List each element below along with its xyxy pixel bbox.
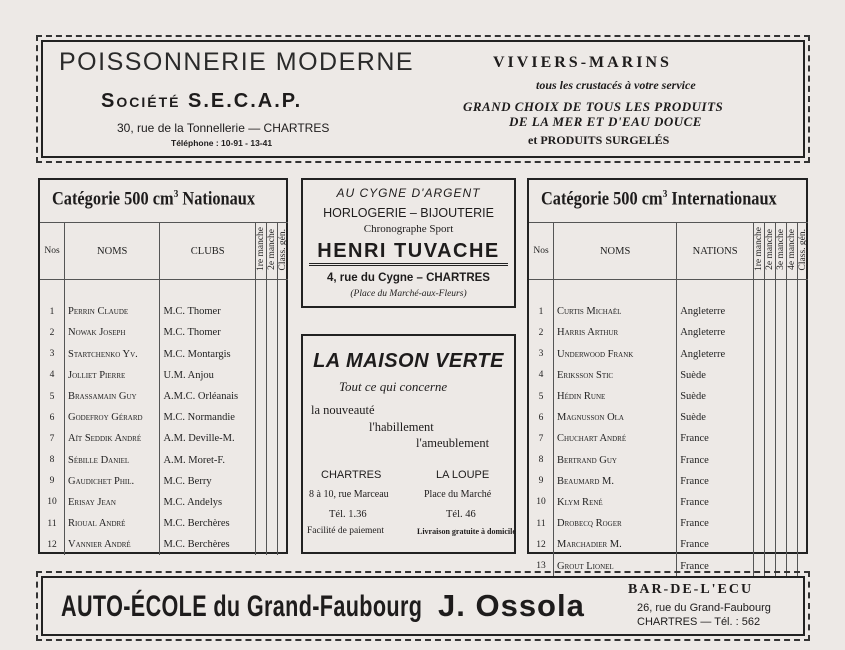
row-num: 1 <box>40 301 65 322</box>
row-club: M.C. Normandie <box>160 407 256 428</box>
shop-name: POISSONNERIE MODERNE <box>59 48 415 76</box>
table-row <box>529 301 808 322</box>
row-name: Erisay Jean <box>65 492 160 513</box>
table-row <box>529 513 808 534</box>
row-nation: Suède <box>677 365 754 386</box>
col-m4-label: 4e manche <box>787 229 797 270</box>
row-num: 12 <box>40 534 65 555</box>
row-num: 5 <box>40 386 65 407</box>
col-class-label: Class. gén. <box>798 228 808 271</box>
table-row <box>529 428 808 449</box>
table-row <box>529 471 808 492</box>
bar-name: BAR-DE-L'ECU <box>628 582 754 597</box>
table-row <box>40 322 288 343</box>
viviers-line2: DE LA MER ET D'EAU DOUCE <box>509 114 702 129</box>
table-row <box>529 344 808 365</box>
row-club: A.M. Deville-M. <box>160 428 256 449</box>
row-name: Chuchart André <box>554 428 677 449</box>
maison-l2: l'habillement <box>369 420 434 434</box>
maison-tel1: Tél. 1.36 <box>329 509 367 520</box>
row-num: 6 <box>529 407 554 428</box>
col-class <box>278 223 289 280</box>
row-name: Harris Arthur <box>554 322 677 343</box>
cygne-place: (Place du Marché-aux-Fleurs) <box>350 289 467 299</box>
row-num: 4 <box>40 365 65 386</box>
col-names: NOMS <box>554 223 677 280</box>
nationaux-title-text: Catégorie 500 cm <box>52 188 174 210</box>
row-name: Godefroy Gérard <box>65 407 160 428</box>
col-class <box>798 223 809 280</box>
table-row <box>529 365 808 386</box>
row-num: 7 <box>529 428 554 449</box>
row-nation: France <box>677 534 754 555</box>
table-row <box>40 301 288 322</box>
row-club: M.C. Thomer <box>160 301 256 322</box>
table-row <box>40 492 288 513</box>
cygne-ad <box>301 178 516 308</box>
internationaux-panel <box>527 178 808 572</box>
row-nation: France <box>677 428 754 449</box>
row-nation: France <box>677 471 754 492</box>
row-name: Grout Lionel <box>554 555 677 576</box>
row-name: Curtis Michaël <box>554 301 677 322</box>
internationaux-title-text: Catégorie 500 cm <box>541 188 663 210</box>
row-name: Vannier André <box>65 534 160 555</box>
table-row <box>529 555 808 576</box>
maison-verte-ad <box>301 334 516 554</box>
table-row <box>529 492 808 513</box>
row-name: Beaumard M. <box>554 471 677 492</box>
row-club: M.C. Andelys <box>160 492 256 513</box>
table-row <box>529 534 808 555</box>
table-row <box>40 407 288 428</box>
viviers-title: VIVIERS-MARINS <box>493 54 672 71</box>
nationaux-panel <box>38 178 288 554</box>
row-name: Klym René <box>554 492 677 513</box>
row-club: U.M. Anjou <box>160 365 256 386</box>
row-name: Gaudichet Phil. <box>65 471 160 492</box>
col-num: Nos <box>529 223 554 280</box>
row-num: 2 <box>529 322 554 343</box>
row-name: Aït Seddik André <box>65 428 160 449</box>
cygne-address: 4, rue du Cygne – CHARTRES <box>327 272 490 284</box>
nationaux-title-suffix: Nationaux <box>182 188 256 210</box>
maison-note1: Facilité de paiement <box>307 526 385 536</box>
col-num: Nos <box>40 223 65 280</box>
col-m4 <box>787 223 798 280</box>
col-m1 <box>256 223 267 280</box>
row-num: 7 <box>40 428 65 449</box>
auto-ecole-title: AUTO-ÉCOLE du Grand-Faubourg <box>61 590 423 623</box>
viviers-line1: GRAND CHOIX DE TOUS LES PRODUITS <box>463 99 724 114</box>
row-num: 3 <box>529 344 554 365</box>
row-name: Eriksson Stic <box>554 365 677 386</box>
row-name: Magnusson Ola <box>554 407 677 428</box>
col-nations: NATIONS <box>677 223 754 280</box>
row-num: 8 <box>40 450 65 471</box>
col-m2-label: 2e manche <box>765 229 775 270</box>
row-club: A.M.C. Orléanais <box>160 386 256 407</box>
row-club: M.C. Berchères <box>160 513 256 534</box>
nationaux-table <box>40 222 288 555</box>
row-name: Underwood Frank <box>554 344 677 365</box>
col-m3 <box>776 223 787 280</box>
row-nation: France <box>677 513 754 534</box>
col-m1-label: 1re manche <box>256 227 266 272</box>
cygne-owner: HENRI TUVACHE <box>309 240 508 266</box>
table-row <box>40 344 288 365</box>
row-nation: Angleterre <box>677 344 754 365</box>
row-club: A.M. Moret-F. <box>160 450 256 471</box>
row-num: 9 <box>40 471 65 492</box>
nationaux-header-row <box>40 223 288 280</box>
row-nation: Suède <box>677 407 754 428</box>
row-nation: Angleterre <box>677 301 754 322</box>
table-row <box>40 386 288 407</box>
row-num: 13 <box>529 555 554 576</box>
row-num: 11 <box>529 513 554 534</box>
maison-l3: l'ameublement <box>416 436 490 450</box>
col-class-label: Class. gén. <box>278 228 288 271</box>
viviers-line3: et PRODUITS SURGELÉS <box>528 133 670 147</box>
row-name: Brassamain Guy <box>65 386 160 407</box>
cygne-line3: Chronographe Sport <box>363 223 454 235</box>
col-m2-label: 2e manche <box>267 229 277 270</box>
table-row <box>40 450 288 471</box>
col-m1-label: 1re manche <box>754 227 764 272</box>
row-num: 12 <box>529 534 554 555</box>
table-row <box>40 534 288 555</box>
internationaux-table <box>529 222 808 577</box>
row-club: M.C. Berry <box>160 471 256 492</box>
table-row <box>40 513 288 534</box>
row-name: Sébille Daniel <box>65 450 160 471</box>
row-num: 2 <box>40 322 65 343</box>
nationaux-title-sup: 3 <box>173 188 179 200</box>
col-m2 <box>267 223 278 280</box>
col-m2 <box>765 223 776 280</box>
col-m1 <box>754 223 765 280</box>
col-clubs: CLUBS <box>160 223 256 280</box>
table-row <box>40 365 288 386</box>
row-nation: Angleterre <box>677 322 754 343</box>
company-name: Société S.E.C.A.P. <box>101 90 303 112</box>
row-name: Drobecq Roger <box>554 513 677 534</box>
maison-l1: la nouveauté <box>311 403 375 417</box>
row-club: M.C. Thomer <box>160 322 256 343</box>
row-nation: France <box>677 450 754 471</box>
shop-phone: Téléphone : 10-91 - 13-41 <box>171 138 273 148</box>
row-name: Marchadier M. <box>554 534 677 555</box>
row-num: 11 <box>40 513 65 534</box>
maison-tel2: Tél. 46 <box>446 509 476 520</box>
row-num: 6 <box>40 407 65 428</box>
auto-ecole-owner: J. Ossola <box>438 588 585 623</box>
maison-note2: Livraison gratuite à domicile <box>417 527 516 536</box>
auto-ecole-ad <box>41 576 805 636</box>
shop-address: 30, rue de la Tonnellerie — CHARTRES <box>117 121 330 135</box>
internationaux-title-sup: 3 <box>662 188 668 200</box>
internationaux-header-row <box>529 223 808 280</box>
maison-addr2: Place du Marché <box>424 489 492 500</box>
internationaux-title <box>541 188 777 210</box>
maison-addr1: 8 à 10, rue Marceau <box>309 489 389 500</box>
maison-city1: CHARTRES <box>321 469 382 481</box>
col-m3-label: 3e manche <box>776 229 786 270</box>
row-name: Rioual André <box>65 513 160 534</box>
table-row <box>40 471 288 492</box>
row-name: Hédin Rune <box>554 386 677 407</box>
row-club: M.C. Berchères <box>160 534 256 555</box>
poissonnerie-ad <box>41 40 805 158</box>
row-num: 10 <box>40 492 65 513</box>
table-row <box>529 450 808 471</box>
row-num: 5 <box>529 386 554 407</box>
row-num: 1 <box>529 301 554 322</box>
row-name: Perrin Claude <box>65 301 160 322</box>
row-num: 9 <box>529 471 554 492</box>
maison-tagline: Tout ce qui concerne <box>339 379 448 394</box>
row-num: 3 <box>40 344 65 365</box>
row-num: 10 <box>529 492 554 513</box>
row-name: Jolliet Pierre <box>65 365 160 386</box>
row-name: Startchenko Yv. <box>65 344 160 365</box>
table-row <box>40 428 288 449</box>
nationaux-title <box>52 188 255 210</box>
row-num: 8 <box>529 450 554 471</box>
bar-address: 26, rue du Grand-Faubourg <box>637 602 771 614</box>
cygne-line1: AU CYGNE D'ARGENT <box>336 186 481 200</box>
maison-city2: LA LOUPE <box>436 469 490 481</box>
table-row <box>529 386 808 407</box>
row-nation: Suède <box>677 386 754 407</box>
cygne-line2: HORLOGERIE – BIJOUTERIE <box>323 206 494 220</box>
row-num: 4 <box>529 365 554 386</box>
table-row <box>529 322 808 343</box>
maison-title: LA MAISON VERTE <box>313 350 504 372</box>
row-club: M.C. Montargis <box>160 344 256 365</box>
internationaux-title-suffix: Internationaux <box>671 188 777 210</box>
row-name: Nowak Joseph <box>65 322 160 343</box>
row-nation: France <box>677 555 754 576</box>
table-row <box>529 407 808 428</box>
col-names: NOMS <box>65 223 160 280</box>
viviers-subtitle: tous les crustacés à votre service <box>536 78 696 92</box>
row-name: Bertrand Guy <box>554 450 677 471</box>
bar-city-tel: CHARTRES — Tél. : 562 <box>637 616 761 628</box>
row-nation: France <box>677 492 754 513</box>
